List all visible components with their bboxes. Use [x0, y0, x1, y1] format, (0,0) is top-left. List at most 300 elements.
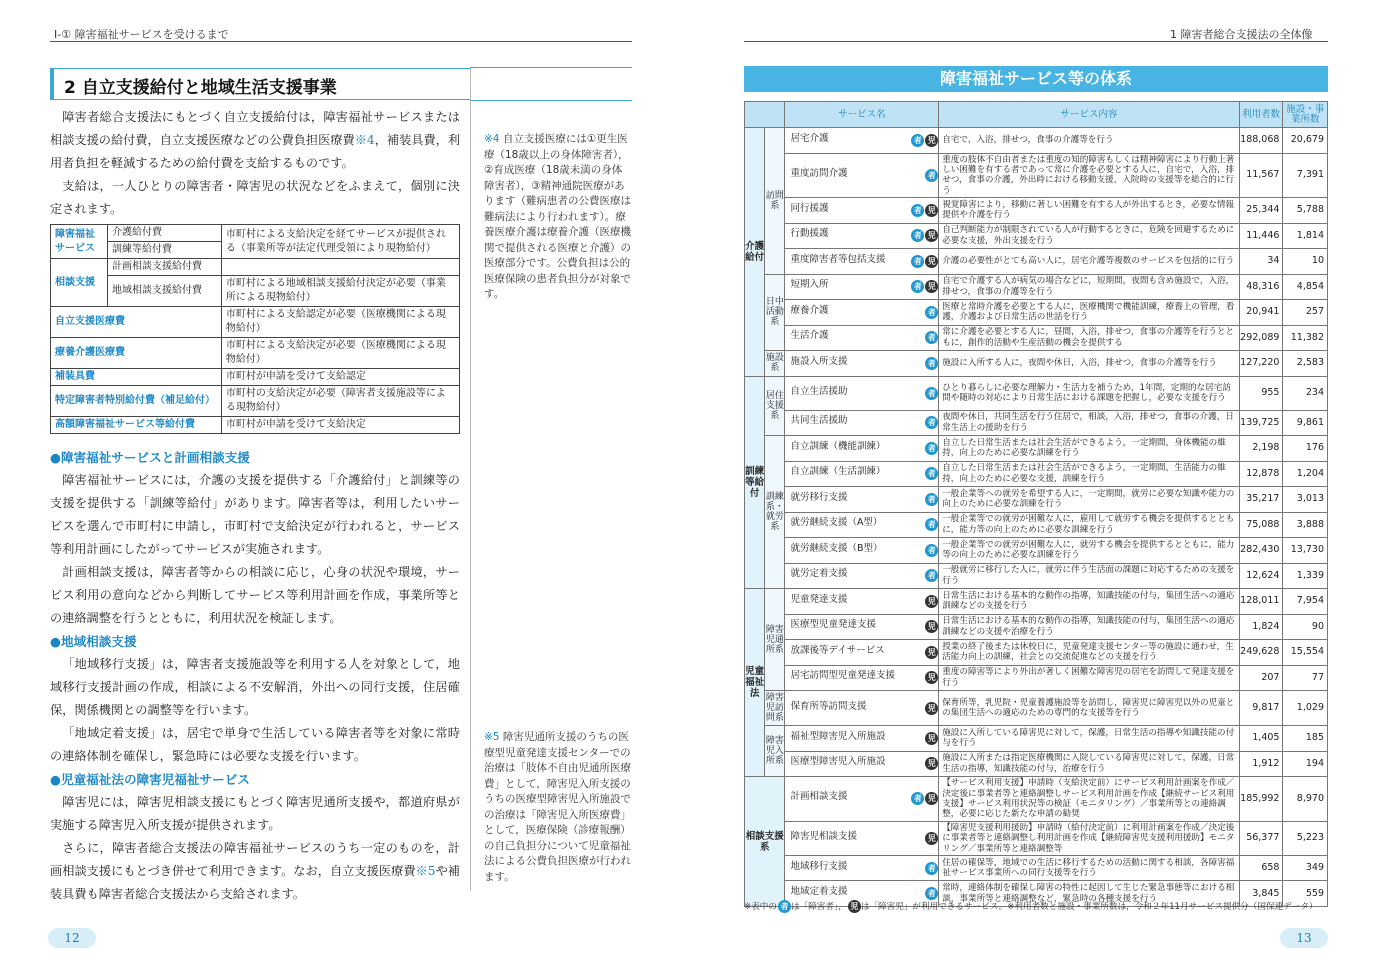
- eligibility-badges: [924, 169, 938, 182]
- service-subgroup-label: 居住支援系: [765, 376, 785, 436]
- services-banner: 障害福祉サービス等の体系: [744, 66, 1328, 92]
- table-row: [745, 751, 1328, 777]
- service-users: 1,824: [1239, 614, 1283, 640]
- service-facilities: 15,554: [1283, 640, 1328, 666]
- intro-p1b: ，補装具費，利用者負担を軽減するための給付費を支給するものです。: [50, 133, 461, 170]
- eligibility-badges: [924, 493, 938, 506]
- service-name: [785, 563, 939, 589]
- table-row: [745, 665, 1328, 691]
- service-description: 保育所等，乳児院・児童養護施設等を訪問し，障害児に障害児以外の児童との集団生活への適応のための専門的な支援等を行う: [939, 691, 1239, 726]
- service-facilities: 257: [1283, 300, 1328, 326]
- service-description: 授業の終了後または休校日に，児童発達支援センター等の施設に通わせ，生活能力向上の訓練，社会との交流促進などの支援を行う: [939, 640, 1239, 666]
- table-row: [745, 512, 1328, 538]
- service-name: [785, 325, 939, 351]
- service-name: [785, 821, 939, 855]
- adult-badge-icon: 者: [925, 387, 938, 400]
- benefit-desc: 市町村による支給決定を経てサービスが提供される（事業所等が法定代理受領により現物給付）: [221, 225, 459, 259]
- benefit-sub: 計画相談支援給付費: [107, 259, 221, 276]
- community-p1: 「地域移行支援」は，障害者支援施設等を利用する人を対象として，地域移行支援計画の作成，相談による不安解消，外出への同行支援，住居確保，関係機関との調整等を行います。: [50, 657, 460, 717]
- service-name: [785, 665, 939, 691]
- service-name-text: 福祉型障害児入所施設: [790, 730, 886, 742]
- adult-badge-icon: 者: [925, 493, 938, 506]
- child-p2b: や補装具費も障害者総合支援法から支給されます。: [50, 864, 460, 901]
- table-row: [51, 386, 460, 417]
- benefit-desc: 市町村の支給決定が必要（障害者支援施設等による現物給付）: [221, 386, 459, 417]
- service-users: 188,068: [1239, 128, 1283, 154]
- service-description: 施設に入所する人に，夜間や休日，入浴，排せつ，食事の介護等を行う: [939, 351, 1239, 377]
- service-name: [785, 487, 939, 513]
- table-row: [745, 300, 1328, 326]
- table-row: [745, 563, 1328, 589]
- margin-divider: [470, 101, 471, 891]
- service-name-text: 就労移行支援: [790, 491, 848, 503]
- benefits-table: [50, 224, 460, 434]
- child-badge-icon: 児: [925, 204, 938, 217]
- eligibility-badges: [910, 255, 938, 268]
- intro-text: [50, 106, 460, 221]
- service-name: [785, 128, 939, 154]
- benefit-desc: 市町村による地域相談支援給付決定が必要（事業所による現物給付）: [221, 276, 459, 307]
- service-users: 3,845: [1239, 881, 1283, 907]
- table-row: [51, 307, 460, 338]
- service-name-text: 行動援護: [790, 228, 829, 240]
- table-row: [745, 487, 1328, 513]
- benefit-category: 相談支援: [51, 259, 108, 307]
- service-description: 夜間や休日，共同生活を行う住居で，相談，入浴，排せつ，食事の介護，日常生活上の援助を行う: [939, 410, 1239, 436]
- table-row: [745, 855, 1328, 881]
- eligibility-badges: [924, 306, 938, 319]
- header-service-name: サービス名: [785, 102, 939, 128]
- child-badge-icon: 児: [925, 832, 938, 845]
- service-name-text: 重度訪問介護: [790, 167, 848, 179]
- left-running-header: Ⅰ-① 障害福祉サービスを受けるまで: [54, 28, 229, 41]
- service-description: 一般企業等への就労を希望する人に，一定期間，就労に必要な知識や能力の向上のために必要な訓練を行う: [939, 487, 1239, 513]
- service-users: 12,624: [1239, 563, 1283, 589]
- header-users: 利用者数: [1239, 102, 1283, 128]
- eligibility-badges: [924, 732, 938, 745]
- service-users: 207: [1239, 665, 1283, 691]
- child-badge-icon: 児: [925, 732, 938, 745]
- service-description: 日常生活における基本的な動作の指導，知識技能の付与，集団生活への適応訓練などの支援や治療を行う: [939, 614, 1239, 640]
- eligibility-badges: [924, 646, 938, 659]
- note4-mark: ※4: [484, 133, 500, 145]
- service-name-text: 地域定着支援: [790, 886, 848, 898]
- service-users: 658: [1239, 855, 1283, 881]
- adult-badge-icon: 者: [925, 169, 938, 182]
- service-users: 35,217: [1239, 487, 1283, 513]
- service-name: [785, 751, 939, 777]
- note5-mark: ※5: [484, 731, 500, 743]
- adult-badge-icon: 者: [925, 467, 938, 480]
- table-row: [745, 436, 1328, 462]
- service-name-text: 医療型児童発達支援: [790, 619, 876, 631]
- service-users: 11,446: [1239, 223, 1283, 249]
- table-row: [745, 538, 1328, 564]
- table-row: [51, 417, 460, 434]
- service-name: [785, 410, 939, 436]
- service-facilities: 5,788: [1283, 198, 1328, 224]
- service-name: [785, 153, 939, 198]
- service-name: [785, 640, 939, 666]
- service-facilities: 5,223: [1283, 821, 1328, 855]
- table-row: [51, 369, 460, 386]
- service-users: 75,088: [1239, 512, 1283, 538]
- table-row: [745, 614, 1328, 640]
- service-subgroup-label: 訪問系: [765, 128, 785, 275]
- note4-ref: ※4: [354, 133, 375, 147]
- table-row: [745, 461, 1328, 487]
- service-group-label: 介護給付: [745, 128, 765, 377]
- adult-badge-icon: 者: [925, 569, 938, 582]
- service-name-text: 療養介護: [790, 304, 829, 316]
- service-name: [785, 436, 939, 462]
- eligibility-badges: [910, 134, 938, 147]
- child-p2a: さらに，障害者総合支援法の障害福祉サービスのうち一定のものを，計画相談支援にもとづき併せて利用できます。なお，自立支援医療費: [50, 841, 460, 878]
- intro-p2: 支給は，一人ひとりの障害者・障害児の状況などをふまえて，個別に決定されます。: [50, 179, 460, 216]
- child-badge-icon: 児: [925, 229, 938, 242]
- benefit-sub: 訓練等給付費: [107, 242, 221, 259]
- service-description: 常に介護を必要とする人に，昼間，入浴，排せつ，食事の介護等を行うとともに，創作的活動や生産活動の機会を提供する: [939, 325, 1239, 351]
- service-subgroup-label: 障害児入所系: [765, 726, 785, 777]
- service-name: [785, 300, 939, 326]
- service-description: 医療と常時介護を必要とする人に，医療機関で機能訓練，療養上の管理，看護，介護および日常生活の世話を行う: [939, 300, 1239, 326]
- eligibility-badges: [924, 442, 938, 455]
- adult-badge-icon: 者: [911, 229, 924, 242]
- child-badge-icon: 児: [925, 702, 938, 715]
- table-row: [745, 351, 1328, 377]
- service-name: [785, 691, 939, 726]
- subhead-child-welfare: ●児童福祉法の障害児福祉サービス: [50, 772, 250, 787]
- service-facilities: 4,854: [1283, 274, 1328, 300]
- table-row: [51, 225, 460, 242]
- service-subgroup-label: 障害児通所系: [765, 589, 785, 691]
- service-facilities: 90: [1283, 614, 1328, 640]
- service-description: 日常生活における基本的な動作の指導，知識技能の付与，集団生活への適応訓練などの支援を行う: [939, 589, 1239, 615]
- welfare-p1: 障害福祉サービスには，介護の支援を提供する「介護給付」と訓練等の支援を提供する「訓練等給付」があります。障害者等は，利用したいサービスを選んで市町村に申請し，市町村で支給決定が行われると，サービス等利用計画にしたがってサービスが実施されます。: [50, 473, 460, 556]
- service-name-text: 地域移行支援: [790, 860, 848, 872]
- adult-badge-icon: 者: [925, 306, 938, 319]
- child-badge-icon: 児: [925, 595, 938, 608]
- service-name-text: 保育所等訪問支援: [790, 700, 867, 712]
- service-name: [785, 538, 939, 564]
- eligibility-badges: [924, 467, 938, 480]
- adult-badge-icon: 者: [925, 442, 938, 455]
- service-facilities: 8,970: [1283, 777, 1328, 822]
- adult-badge-icon: 者: [925, 357, 938, 370]
- eligibility-badges: [924, 518, 938, 531]
- service-name: [785, 249, 939, 275]
- adult-badge-icon: 者: [778, 900, 791, 913]
- page-number-left: 12: [48, 928, 96, 948]
- adult-badge-icon: 者: [911, 255, 924, 268]
- service-facilities: 349: [1283, 855, 1328, 881]
- service-name-text: 自立訓練（機能訓練）: [790, 440, 886, 452]
- eligibility-badges: [910, 280, 938, 293]
- body-sections: [50, 446, 460, 906]
- right-running-header: 1 障害者総合支援法の全体像: [1170, 28, 1313, 41]
- service-facilities: 13,730: [1283, 538, 1328, 564]
- service-description: 自宅で介護する人が病気の場合などに，短期間，夜間も含め施設で，入浴，排せつ，食事の介護等を行う: [939, 274, 1239, 300]
- benefit-category: 自立支援医療費: [51, 307, 222, 338]
- service-users: 9,817: [1239, 691, 1283, 726]
- service-description: 一般企業等での就労が困難な人に，就労する機会を提供するとともに，能力等の向上のために必要な訓練を行う: [939, 538, 1239, 564]
- eligibility-badges: [924, 331, 938, 344]
- service-description: 一般就労に移行した人に，就労に伴う生活面の課題に対応するための支援を行う: [939, 563, 1239, 589]
- service-name-text: 就労定着支援: [790, 568, 848, 580]
- table-row: [51, 259, 460, 276]
- service-facilities: 176: [1283, 436, 1328, 462]
- eligibility-badges: [924, 416, 938, 429]
- table-row: [745, 640, 1328, 666]
- service-subgroup-label: 日中活動系: [765, 274, 785, 351]
- service-description: 自己判断能力が制限されている人が行動するときに，危険を回避するために必要な支援，外出支援を行う: [939, 223, 1239, 249]
- eligibility-badges: [924, 544, 938, 557]
- note5-text: 障害児通所支援のうちの医療型児童発達支援センターでの治療は「肢体不自由児通所医療費」として，障害児入所支援のうちの医療型障害児入所施設での治療は「障害児入所医療費」として，医療保険（診療報酬）の自己負担分について児童福祉法による公費負担医療が行われます。: [484, 731, 631, 883]
- note5-ref: ※5: [415, 864, 436, 878]
- service-users: 20,941: [1239, 300, 1283, 326]
- service-description: 自宅で，入浴，排せつ，食事の介護等を行う: [939, 128, 1239, 154]
- service-name-text: 児童発達支援: [790, 593, 848, 605]
- child-badge-icon: 児: [925, 280, 938, 293]
- service-users: 128,011: [1239, 589, 1283, 615]
- service-name: [785, 223, 939, 249]
- service-facilities: 1,339: [1283, 563, 1328, 589]
- header-blank: [745, 102, 785, 128]
- eligibility-badges: [924, 595, 938, 608]
- adult-badge-icon: 者: [911, 280, 924, 293]
- service-group-label: 相談支援系: [745, 777, 785, 907]
- service-facilities: 11,382: [1283, 325, 1328, 351]
- service-name: [785, 589, 939, 615]
- service-facilities: 20,679: [1283, 128, 1328, 154]
- table-row: [745, 274, 1328, 300]
- service-users: 955: [1239, 376, 1283, 410]
- service-name: [785, 614, 939, 640]
- service-name: [785, 198, 939, 224]
- table-row: [51, 338, 460, 369]
- eligibility-badges: [924, 357, 938, 370]
- service-description: 常時，連絡体制を確保し障害の特性に起因して生じた緊急事態等における相談，事業所等と連絡調整など，緊急時の各種支援を行う: [939, 881, 1239, 907]
- table-row: [745, 325, 1328, 351]
- service-name-text: 短期入所: [790, 279, 829, 291]
- service-users: 56,377: [1239, 821, 1283, 855]
- service-description: 介護の必要性がとても高い人に，居宅介護等複数のサービスを包括的に行う: [939, 249, 1239, 275]
- benefit-category: 特定障害者特別給付費（補足給付）: [51, 386, 222, 417]
- left-header-rule: [50, 41, 632, 42]
- table-row: [745, 376, 1328, 410]
- service-subgroup-label: 障害児訪問系: [765, 691, 785, 726]
- service-users: 292,089: [1239, 325, 1283, 351]
- title-side-box: [470, 67, 632, 101]
- adult-badge-icon: 者: [925, 862, 938, 875]
- service-description: 【障害児支援利用援助】申請時（給付決定前）に利用計画案を作成／決定後に事業者等と連絡調整し利用計画を作成【継続障害児支援利用援助】モニタリング／事業所等と連絡調整等: [939, 821, 1239, 855]
- eligibility-badges: [924, 620, 938, 633]
- table-row: [745, 128, 1328, 154]
- adult-badge-icon: 者: [911, 134, 924, 147]
- service-facilities: 194: [1283, 751, 1328, 777]
- child-p1: 障害児には，障害児相談支援にもとづく障害児通所支援や，都道府県が実施する障害児入所支援が提供されます。: [50, 795, 460, 832]
- child-badge-icon: 児: [925, 134, 938, 147]
- subhead-welfare-services: ●障害福祉サービスと計画相談支援: [50, 450, 250, 465]
- intro-p1a: 障害者総合支援法にもとづく自立支援給付は，障害福祉サービスまたは相談支援の給付費，自立支援医療などの公費負担医療費: [50, 110, 460, 147]
- footnote-mid1: は「障害者」，: [790, 902, 847, 912]
- eligibility-badges: [924, 832, 938, 845]
- side-note-5: [484, 730, 632, 885]
- page-number-right: 13: [1280, 928, 1328, 948]
- note4-text: 自立支援医療には①更生医療（18歳以上の身体障害者），②育成医療（18歳未満の身体障害者），③精神通院医療があります（難病患者の公費医療は難病法により行われます）。療養医療介護は療養介護（医療機関で提供される医療と介護）の医療部分です。公費負担は公的医療保険の患者負担分が対象です。: [484, 133, 631, 300]
- benefit-sub: 介護給付費: [107, 225, 221, 242]
- service-description: 自立した日常生活または社会生活ができるよう，一定期間，身体機能の維持，向上のために必要な訓練を行う: [939, 436, 1239, 462]
- service-facilities: 234: [1283, 376, 1328, 410]
- service-name-text: 就労継続支援（B型）: [790, 542, 883, 554]
- service-name: [785, 726, 939, 752]
- child-badge-icon: 児: [925, 792, 938, 805]
- eligibility-badges: [924, 702, 938, 715]
- table-header-row: [745, 102, 1328, 128]
- child-p2: [50, 837, 460, 906]
- service-description: 重度の肢体不自由者または重度の知的障害もしくは精神障害により行動上著しい困難を有する者であって常に介護を必要とする人に，自宅で，入浴，排せつ，食事の介護，外出時における移動支援，入院時の支援等を総合的に行う: [939, 153, 1239, 198]
- services-table: [744, 101, 1328, 907]
- adult-badge-icon: 者: [925, 416, 938, 429]
- service-users: 1,405: [1239, 726, 1283, 752]
- service-facilities: 1,029: [1283, 691, 1328, 726]
- eligibility-badges: [910, 229, 938, 242]
- service-facilities: 1,204: [1283, 461, 1328, 487]
- eligibility-badges: [924, 387, 938, 400]
- service-name-text: 自立生活援助: [790, 385, 848, 397]
- benefit-desc: 市町村による支給認定が必要（医療機関による現物給付）: [221, 307, 459, 338]
- service-name-text: 居宅介護: [790, 132, 829, 144]
- table-row: [745, 198, 1328, 224]
- child-badge-icon: 児: [925, 757, 938, 770]
- service-name: [785, 855, 939, 881]
- service-group-label: 児童福祉法: [745, 589, 765, 777]
- side-note-4: [484, 132, 632, 303]
- adult-badge-icon: 者: [925, 331, 938, 344]
- child-badge-icon: 児: [848, 900, 861, 913]
- service-users: 185,992: [1239, 777, 1283, 822]
- benefit-desc: 市町村が申請を受けて支給認定: [221, 369, 459, 386]
- service-users: 25,344: [1239, 198, 1283, 224]
- child-badge-icon: 児: [925, 255, 938, 268]
- table-row: [745, 410, 1328, 436]
- service-users: 2,198: [1239, 436, 1283, 462]
- service-description: 【サービス利用支援】申請時（支給決定前）にサービス利用計画案を作成／決定後に事業者等と連絡調整しサービス利用計画を作成【継続サービス利用支援】サービス利用状況等の検証（モニタリング）／事業所等との連絡調整，必要に応じた新たな申請の勧奨: [939, 777, 1239, 822]
- benefit-category: 高額障害福祉サービス等給付費: [51, 417, 222, 434]
- service-name: [785, 512, 939, 538]
- header-facilities: 施設・事業所数: [1283, 102, 1328, 128]
- benefit-desc: 市町村による支給決定が必要（医療機関による現物給付）: [221, 338, 459, 369]
- service-users: 48,316: [1239, 274, 1283, 300]
- table-row: [745, 249, 1328, 275]
- adult-badge-icon: 者: [911, 792, 924, 805]
- community-p2: 「地域定着支援」は，居宅で単身で生活している障害者等を対象に常時の連絡体制を確保し，緊急時には必要な支援を行います。: [50, 726, 460, 763]
- service-name-text: 自立訓練（生活訓練）: [790, 466, 886, 478]
- service-users: 282,430: [1239, 538, 1283, 564]
- service-description: 施設に入所または指定医療機関に入院している障害児に対して，保護，日常生活の指導，知識技能の付与，治療を行う: [939, 751, 1239, 777]
- benefit-category: 障害福祉サービス: [51, 225, 108, 259]
- child-badge-icon: 児: [925, 646, 938, 659]
- service-users: 1,912: [1239, 751, 1283, 777]
- welfare-p2: 計画相談支援は，障害者等からの相談に応じ，心身の状況や環境，サービス利用の意向などから判断してサービス等利用計画を作成，事業所等との連絡調整を行うとともに，利用状況を検証します。: [50, 565, 460, 625]
- service-users: 12,878: [1239, 461, 1283, 487]
- eligibility-badges: [910, 792, 938, 805]
- benefit-desc: [221, 259, 459, 276]
- service-name-text: 共同生活援助: [790, 415, 848, 427]
- benefit-category: 療養介護医療費: [51, 338, 222, 369]
- table-row: [51, 276, 460, 307]
- service-users: 34: [1239, 249, 1283, 275]
- service-users: 11,567: [1239, 153, 1283, 198]
- child-badge-icon: 児: [925, 671, 938, 684]
- table-row: [745, 153, 1328, 198]
- service-name-text: 施設入所支援: [790, 355, 848, 367]
- service-name: [785, 376, 939, 410]
- service-facilities: 185: [1283, 726, 1328, 752]
- service-name-text: 就労継続支援（A型）: [790, 517, 883, 529]
- service-name-text: 障害児相談支援: [790, 830, 857, 842]
- benefit-category: 補装具費: [51, 369, 222, 386]
- eligibility-badges: [924, 757, 938, 770]
- service-facilities: 7,954: [1283, 589, 1328, 615]
- service-facilities: 77: [1283, 665, 1328, 691]
- service-name: [785, 777, 939, 822]
- service-subgroup-label: 訓練系・就労系: [765, 436, 785, 589]
- table-row: [745, 589, 1328, 615]
- service-facilities: 10: [1283, 249, 1328, 275]
- service-description: 重度の障害等により外出が著しく困難な障害児の居宅を訪問して発達支援を行う: [939, 665, 1239, 691]
- service-description: ひとり暮らしに必要な理解力・生活力を補うため，1年間，定期的な居宅訪問や随時の対応により日常生活における課題を把握し，必要な支援を行う: [939, 376, 1239, 410]
- benefit-desc: 市町村が申請を受けて支給決定: [221, 417, 459, 434]
- service-name-text: 居宅訪問型児童発達支援: [790, 670, 895, 682]
- eligibility-badges: [924, 862, 938, 875]
- benefit-sub: 地域相談支援給付費: [107, 276, 221, 307]
- service-facilities: 1,814: [1283, 223, 1328, 249]
- service-name: [785, 351, 939, 377]
- service-description: 自立した日常生活または社会生活ができるよう，一定期間，生活能力の維持，向上のために必要な支援，訓練を行う: [939, 461, 1239, 487]
- service-name: [785, 461, 939, 487]
- service-users: 127,220: [1239, 351, 1283, 377]
- service-group-label: 訓練等給付: [745, 376, 765, 589]
- eligibility-badges: [924, 671, 938, 684]
- service-description: 住居の確保等，地域での生活に移行するための活動に関する相談，各障害福祉サービス事業所への同行支援等を行う: [939, 855, 1239, 881]
- service-name-text: 重度障害者等包括支援: [790, 253, 886, 265]
- service-subgroup-label: 施設系: [765, 351, 785, 377]
- adult-badge-icon: 者: [925, 518, 938, 531]
- subhead-community-support: ●地域相談支援: [50, 634, 137, 649]
- service-facilities: 9,861: [1283, 410, 1328, 436]
- table-row: [745, 691, 1328, 726]
- service-name: [785, 274, 939, 300]
- service-name-text: 生活介護: [790, 330, 829, 342]
- child-badge-icon: 児: [925, 620, 938, 633]
- service-name-text: 計画相談支援: [790, 791, 848, 803]
- adult-badge-icon: 者: [925, 544, 938, 557]
- service-users: 249,628: [1239, 640, 1283, 666]
- right-header-rule: [744, 41, 1328, 42]
- service-description: 視覚障害により，移動に著しい困難を有する人が外出するとき，必要な情報提供や介護を行う: [939, 198, 1239, 224]
- table-row: [745, 223, 1328, 249]
- eligibility-badges: [910, 204, 938, 217]
- service-description: 施設に入所している障害児に対して，保護，日常生活の指導や知識技能の付与を行う: [939, 726, 1239, 752]
- service-facilities: 2,583: [1283, 351, 1328, 377]
- service-facilities: 3,888: [1283, 512, 1328, 538]
- service-name-text: 医療型障害児入所施設: [790, 756, 886, 768]
- footnote-prefix: ※表中の: [744, 902, 777, 912]
- service-name-text: 同行援護: [790, 202, 829, 214]
- eligibility-badges: [924, 887, 938, 900]
- service-facilities: 7,391: [1283, 153, 1328, 198]
